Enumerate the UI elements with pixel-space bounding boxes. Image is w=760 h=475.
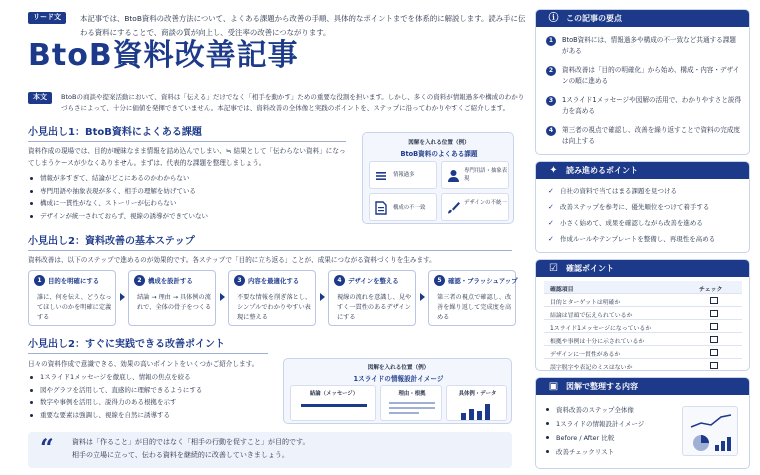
step-title: 構成を設計する xyxy=(148,277,193,285)
list-item: 1スライド1メッセージを徹底し、情報の焦点を絞る xyxy=(30,371,280,384)
tips-heading: 読み進めるポイント xyxy=(566,166,638,175)
tip-text: 自社の資料で当てはまる課題を見つける xyxy=(560,187,677,195)
quote-icon: “ xyxy=(40,433,54,462)
text-line xyxy=(389,412,419,414)
point-text: 資料改善は「目的の明確化」から始め、構成・内容・デザインの順に進める xyxy=(562,66,740,85)
quote-text xyxy=(72,436,309,462)
step-card xyxy=(228,270,316,326)
message-bar xyxy=(301,404,367,407)
step-description: 結論 → 理由 → 具体例の流れで、全体の骨子をつくる xyxy=(137,294,212,312)
article-title: BtoB資料改善記事 xyxy=(28,38,299,73)
row-checkbox[interactable] xyxy=(710,310,718,317)
point-number: 2 xyxy=(546,66,556,76)
row-label: 根拠や事例は十分に示されているか xyxy=(550,339,645,345)
table-row xyxy=(544,333,742,346)
section3-text: 日々の資料作成で意識できる、効果の高いポイントをいくつかご紹介します。 xyxy=(28,360,259,368)
step-number: 1 xyxy=(34,275,45,286)
check-icon: ✓ xyxy=(548,203,554,211)
section2-heading: 小見出し2：資料改善の基本ステップ xyxy=(28,236,195,247)
list-item: Before / After 比較 xyxy=(546,431,676,445)
row-label: 誤字脱字や表記のミスはないか xyxy=(550,365,633,371)
figure-cell-label: 専門用語・抽象表現 xyxy=(464,168,508,182)
figure-cell-label: 結論（メッセージ） xyxy=(309,391,359,397)
list-item: 情報が多すぎて、結論がどこにあるのかわからない xyxy=(30,172,350,185)
list-item: 構成に一貫性がなく、ストーリーが伝わらない xyxy=(30,197,350,210)
lead-tag: リード文 xyxy=(28,12,66,24)
point-number: 3 xyxy=(546,96,556,106)
checklist-card-header xyxy=(536,260,749,277)
section2-divider xyxy=(28,250,512,251)
point-number: 1 xyxy=(546,36,556,46)
check-icon: ✓ xyxy=(548,187,554,195)
chart-thumbnail-icon xyxy=(682,406,738,456)
step-title: デザインを整える xyxy=(348,277,399,285)
list-item: 資料改善のステップ全体像 xyxy=(546,403,676,417)
step-card xyxy=(428,270,516,326)
figure-cell xyxy=(369,193,437,221)
row-checkbox[interactable] xyxy=(710,362,718,369)
figures-card xyxy=(535,377,750,469)
section1-bullets xyxy=(30,172,350,222)
step-description: 視線の流れを意識し、見やすく一貫性のあるデザインにする xyxy=(337,294,412,322)
row-label: デザインに一貫性があるか xyxy=(550,352,621,358)
step-number: 2 xyxy=(134,275,145,286)
column-item: 確認項目 xyxy=(550,287,574,293)
point-text: 第三者の視点で確認し、改善を繰り返すことで資料の完成度は向上する xyxy=(562,126,741,145)
figure-title: BtoB資料のよくある課題 xyxy=(400,150,478,158)
step-number: 3 xyxy=(234,275,245,286)
sidebar xyxy=(535,9,750,471)
section3-figure xyxy=(283,358,512,424)
figure-cell xyxy=(446,385,507,421)
table-row xyxy=(544,359,742,371)
lead-text: 本記事では、BtoB資料の改善方法について、よくある課題から改善の手順、具体的なポイントまでを体系的に解説します。読み手に伝わる資料にすることで、商談の質が向上し、受注率の改善につながります。 xyxy=(80,14,526,37)
check-icon: ✓ xyxy=(548,235,554,243)
section3-heading: 小見出し2：すぐに実践できる改善ポイント xyxy=(28,339,225,350)
step-title: 目的を明確にする xyxy=(48,277,100,285)
table-row xyxy=(544,307,742,320)
checklist-card xyxy=(535,259,750,371)
row-checkbox[interactable] xyxy=(710,323,718,330)
list-item: 図やグラフを活用して、直感的に理解できるようにする xyxy=(30,384,280,397)
row-checkbox[interactable] xyxy=(710,297,718,304)
figures-card-header xyxy=(536,378,749,395)
row-label: 結論は冒頭で伝えられているか xyxy=(550,313,633,319)
step-description: 不要な情報を削ぎ落とし、シンプルでわかりやすい表現に整える xyxy=(237,294,312,322)
figure-cell-label: 理由・根拠 xyxy=(398,391,426,397)
figure-cell xyxy=(290,385,376,421)
figure-cell-label: 具体例・データ xyxy=(458,391,497,397)
figure-cell xyxy=(441,161,509,189)
point-text: 1スライド1メッセージや図解の活用で、わかりやすさと説得力を高める xyxy=(562,96,742,115)
lightbulb-icon: ✦ xyxy=(549,165,558,176)
tip-text: 改善ステップを参考に、優先順位をつけて着手する xyxy=(560,203,710,211)
bar-chart-icon xyxy=(460,400,496,420)
tip-text: 作成ルールやテンプレートを整備し、再現性を高める xyxy=(560,235,716,243)
step-title: 内容を最適化する xyxy=(248,277,300,285)
figure-cell xyxy=(441,193,509,221)
summary-card-header xyxy=(536,10,749,27)
step-description: 第三者の視点で確認し、改善を繰り返して完成度を高める xyxy=(437,294,512,322)
summary-card xyxy=(535,9,750,155)
step-card xyxy=(328,270,416,326)
list-item: 数字や事例を活用し、説得力のある根拠を示す xyxy=(30,396,280,409)
section1-figure xyxy=(362,132,514,224)
figure-caption: 図解を入れる位置（例） xyxy=(408,140,470,146)
person-icon xyxy=(447,169,460,182)
section3-divider xyxy=(28,353,268,354)
list-item: 重要な要素は強調し、視線を自然に誘導する xyxy=(30,409,280,422)
summary-heading: この記事の要点 xyxy=(566,14,622,23)
intro-text: BtoBの商談や提案活動において、資料は「伝える」だけでなく「相手を動かす」ための重要な役割を担います。しかし、多くの資料が情報過多や構成のわかりづらさによって、十分に価値を発揮できていません。本記事では、資料改善の全体像と実践のポイントを、ステップに沿ってわかりやすくご紹介します。 xyxy=(61,93,525,113)
point-number: 4 xyxy=(546,126,556,136)
figure-cell-label: 構成の不一致 xyxy=(393,205,426,211)
list-item: 改善チェックリスト xyxy=(546,445,676,459)
step-description: 誰に、何を伝え、どうなってほしいのかを明確に定義する xyxy=(37,294,112,322)
info-icon: ⓘ xyxy=(548,13,559,24)
figure-cell-label: デザインの不統一 xyxy=(464,200,507,206)
table-row xyxy=(544,294,742,307)
check-icon: ✓ xyxy=(548,219,554,227)
section1-text: 資料作成の現場では、目的が曖昧なまま情報を詰め込んでしまい、≒ 結果として「伝わらない資料」になってしまうケースが少なくありません。まずは、代表的な課題を整理しましょう。 xyxy=(28,147,346,167)
figure-cell xyxy=(380,385,442,421)
section3-bullets xyxy=(30,371,280,421)
row-label: 1スライド1メッセージになっているか xyxy=(550,326,652,332)
section1-heading: 小見出し1：BtoB資料によくある課題 xyxy=(28,127,202,138)
figure-cell-label: 情報過多 xyxy=(393,172,415,178)
list-item: デザインが統一されておらず、視線の誘導ができていない xyxy=(30,210,350,223)
table-row xyxy=(544,320,742,333)
column-check: チェック xyxy=(699,287,723,293)
tips-card xyxy=(535,161,750,253)
closing-quote xyxy=(28,432,512,468)
step-number: 5 xyxy=(434,275,445,286)
checklist-icon: ☑ xyxy=(549,263,558,274)
text-line xyxy=(389,402,435,404)
list-item: 専門用語や抽象表現が多く、相手の理解を妨げている xyxy=(30,185,350,198)
chart-thumbnail-graphic xyxy=(683,407,739,457)
figure-title: 1スライドの情報設計イメージ xyxy=(353,375,444,383)
figure-cell xyxy=(369,161,437,189)
step-arrow-icon xyxy=(220,293,225,301)
step-arrow-icon xyxy=(120,293,125,301)
checklist-heading: 確認ポイント xyxy=(566,264,614,273)
row-checkbox[interactable] xyxy=(710,336,718,343)
step-arrow-icon xyxy=(320,293,325,301)
row-label: 目的とターゲットは明確か xyxy=(550,300,621,306)
step-title: 確認・ブラッシュアップ xyxy=(448,277,518,285)
figures-heading: 図解で整理する内容 xyxy=(566,382,638,391)
step-card xyxy=(128,270,216,326)
step-card xyxy=(28,270,116,326)
table-row xyxy=(544,346,742,359)
document-icon xyxy=(375,201,387,215)
text-line xyxy=(389,407,435,409)
point-text: BtoB資料には、情報過多や構成の不一致など共通する課題がある xyxy=(562,36,736,55)
step-number: 4 xyxy=(334,275,345,286)
figure-caption: 図解を入れる位置（例） xyxy=(367,365,430,371)
table-header xyxy=(544,281,742,294)
image-icon: ▣ xyxy=(548,381,559,392)
tip-text: 小さく始めて、成果を確認しながら改善を進める xyxy=(560,219,703,227)
brush-icon xyxy=(447,201,460,214)
row-checkbox[interactable] xyxy=(710,349,718,356)
quote-line: 資料は「作ること」が目的ではなく「相手の行動を促すこと」が目的です。 xyxy=(72,438,310,446)
list-item: 1スライドの情報設計イメージ xyxy=(546,417,676,431)
step-arrow-icon xyxy=(420,293,425,301)
intro-tag: 本文 xyxy=(28,92,52,104)
list-icon xyxy=(375,170,387,182)
figures-list xyxy=(546,403,676,459)
section1-divider xyxy=(28,141,346,142)
quote-line: 相手の立場に立って、伝わる資料を継続的に改善していきましょう。 xyxy=(72,451,289,459)
section2-text: 資料改善は、以下のステップで進めるのが効果的です。各ステップで「目的に立ち返る」ことが、成果につながる資料づくりを生みます。 xyxy=(28,256,436,264)
tips-card-header xyxy=(536,162,749,179)
